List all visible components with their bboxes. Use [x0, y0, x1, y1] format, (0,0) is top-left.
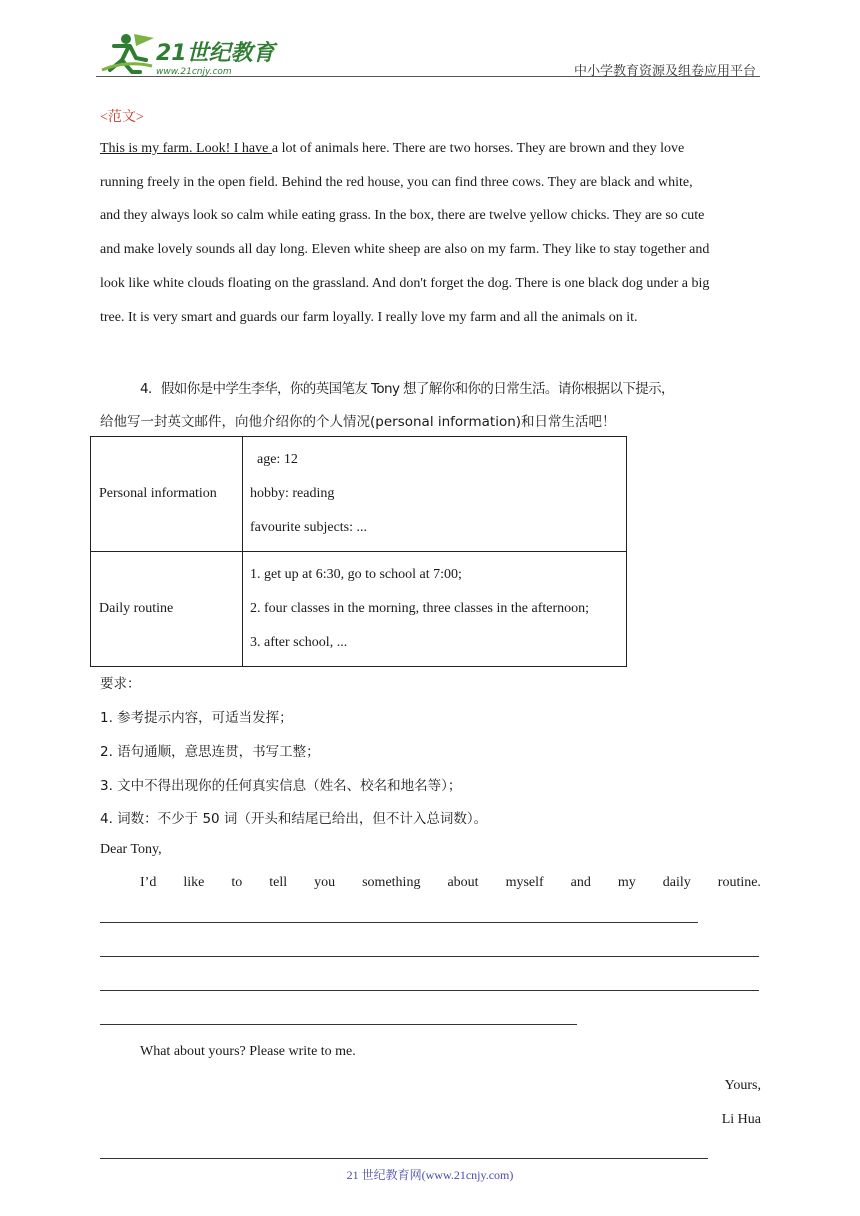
answer-blank-line[interactable] — [100, 1024, 577, 1025]
logo — [96, 30, 296, 78]
opening-word: routine. — [717, 875, 761, 890]
essay-line-2: running freely in the open field. Behind the red house, you can find three cows. They are black and white, — [100, 175, 693, 190]
letter-signature: Li Hua — [721, 1112, 761, 1127]
letter-opening-sentence — [140, 875, 761, 891]
table-value-cell — [243, 437, 627, 552]
opening-word: my — [617, 875, 636, 890]
essay-line-4: and make lovely sounds all day long. Eleven white sheep are also on my farm. They like to stay together and — [100, 242, 710, 257]
opening-word: you — [314, 875, 336, 890]
table-header-cell: Daily routine — [91, 552, 243, 667]
table-cell-line: 3. after school, ... — [250, 635, 348, 650]
essay-line-1 — [100, 141, 760, 157]
opening-word: I’d — [140, 875, 157, 890]
opening-word: myself — [505, 875, 544, 890]
model-essay-label: <范文> — [100, 110, 144, 125]
page-footer: 21 世纪教育网(www.21cnjy.com) — [346, 1168, 514, 1182]
requirements-title: 要求： — [100, 676, 141, 692]
footer-divider — [100, 1158, 708, 1159]
table-cell-line: age: 12 — [250, 452, 298, 467]
table-row — [91, 437, 627, 552]
requirement-item: 1. 参考提示内容，可适当发挥； — [100, 710, 293, 726]
essay-line-1-rest: a lot of animals here. There are two horses. They are brown and they love — [271, 141, 685, 156]
hint-table — [90, 436, 627, 667]
table-row — [91, 552, 627, 667]
letter-salutation: Dear Tony, — [100, 842, 162, 857]
logo-url-text: www.21cnjy.com — [156, 67, 232, 77]
question-4-line-2: 给他写一封英文邮件，向他介绍你的个人情况(personal information)和日常生活吧！ — [100, 414, 616, 430]
page-header — [96, 30, 760, 78]
table-cell-line: hobby: reading — [250, 486, 335, 501]
essay-line-6: tree. It is very smart and guards our farm loyally. I really love my farm and all the animals on it. — [100, 310, 638, 325]
answer-blank-line[interactable] — [100, 990, 759, 991]
opening-word: tell — [269, 875, 288, 890]
answer-blank-line[interactable] — [100, 922, 698, 923]
requirement-item: 4. 词数：不少于 50 词（开头和结尾已给出，但不计入总词数）。 — [100, 811, 488, 827]
logo-brand-text: 21世纪教育 — [156, 41, 275, 66]
letter-sign-off: Yours, — [724, 1078, 761, 1093]
opening-word: something — [362, 875, 421, 890]
opening-word: about — [447, 875, 479, 890]
essay-underlined-text: This is my farm. Look! I have — [100, 141, 272, 156]
requirement-item: 3. 文中不得出现你的任何真实信息（姓名、校名和地名等）； — [100, 778, 462, 794]
essay-line-3: and they always look so calm while eating grass. In the box, there are twelve yellow chicks. They are so cute — [100, 208, 705, 223]
platform-name: 中小学教育资源及组卷应用平台 — [573, 64, 756, 79]
letter-closing-sentence: What about yours? Please write to me. — [140, 1044, 356, 1059]
requirement-item: 2. 语句通顺，意思连贯，书写工整； — [100, 744, 320, 760]
runner-icon — [102, 34, 154, 72]
essay-line-5: look like white clouds floating on the grassland. And don't forget the dog. There is one black dog under a big — [100, 276, 710, 291]
table-cell-line: 1. get up at 6:30, go to school at 7:00; — [250, 567, 462, 582]
table-value-cell — [243, 552, 627, 667]
table-header-cell: Personal information — [91, 437, 243, 552]
opening-word: and — [570, 875, 591, 890]
opening-word: to — [231, 875, 243, 890]
table-cell-line: favourite subjects: ... — [250, 520, 368, 535]
opening-word: like — [183, 875, 205, 890]
answer-blank-line[interactable] — [100, 956, 759, 957]
question-4-line-1: 4．假如你是中学生李华，你的英国笔友 Tony 想了解你和你的日常生活。请你根据以下提示， — [140, 381, 674, 397]
header-divider — [96, 76, 760, 77]
opening-word: daily — [662, 875, 691, 890]
table-cell-line: 2. four classes in the morning, three classes in the afternoon; — [250, 601, 590, 616]
